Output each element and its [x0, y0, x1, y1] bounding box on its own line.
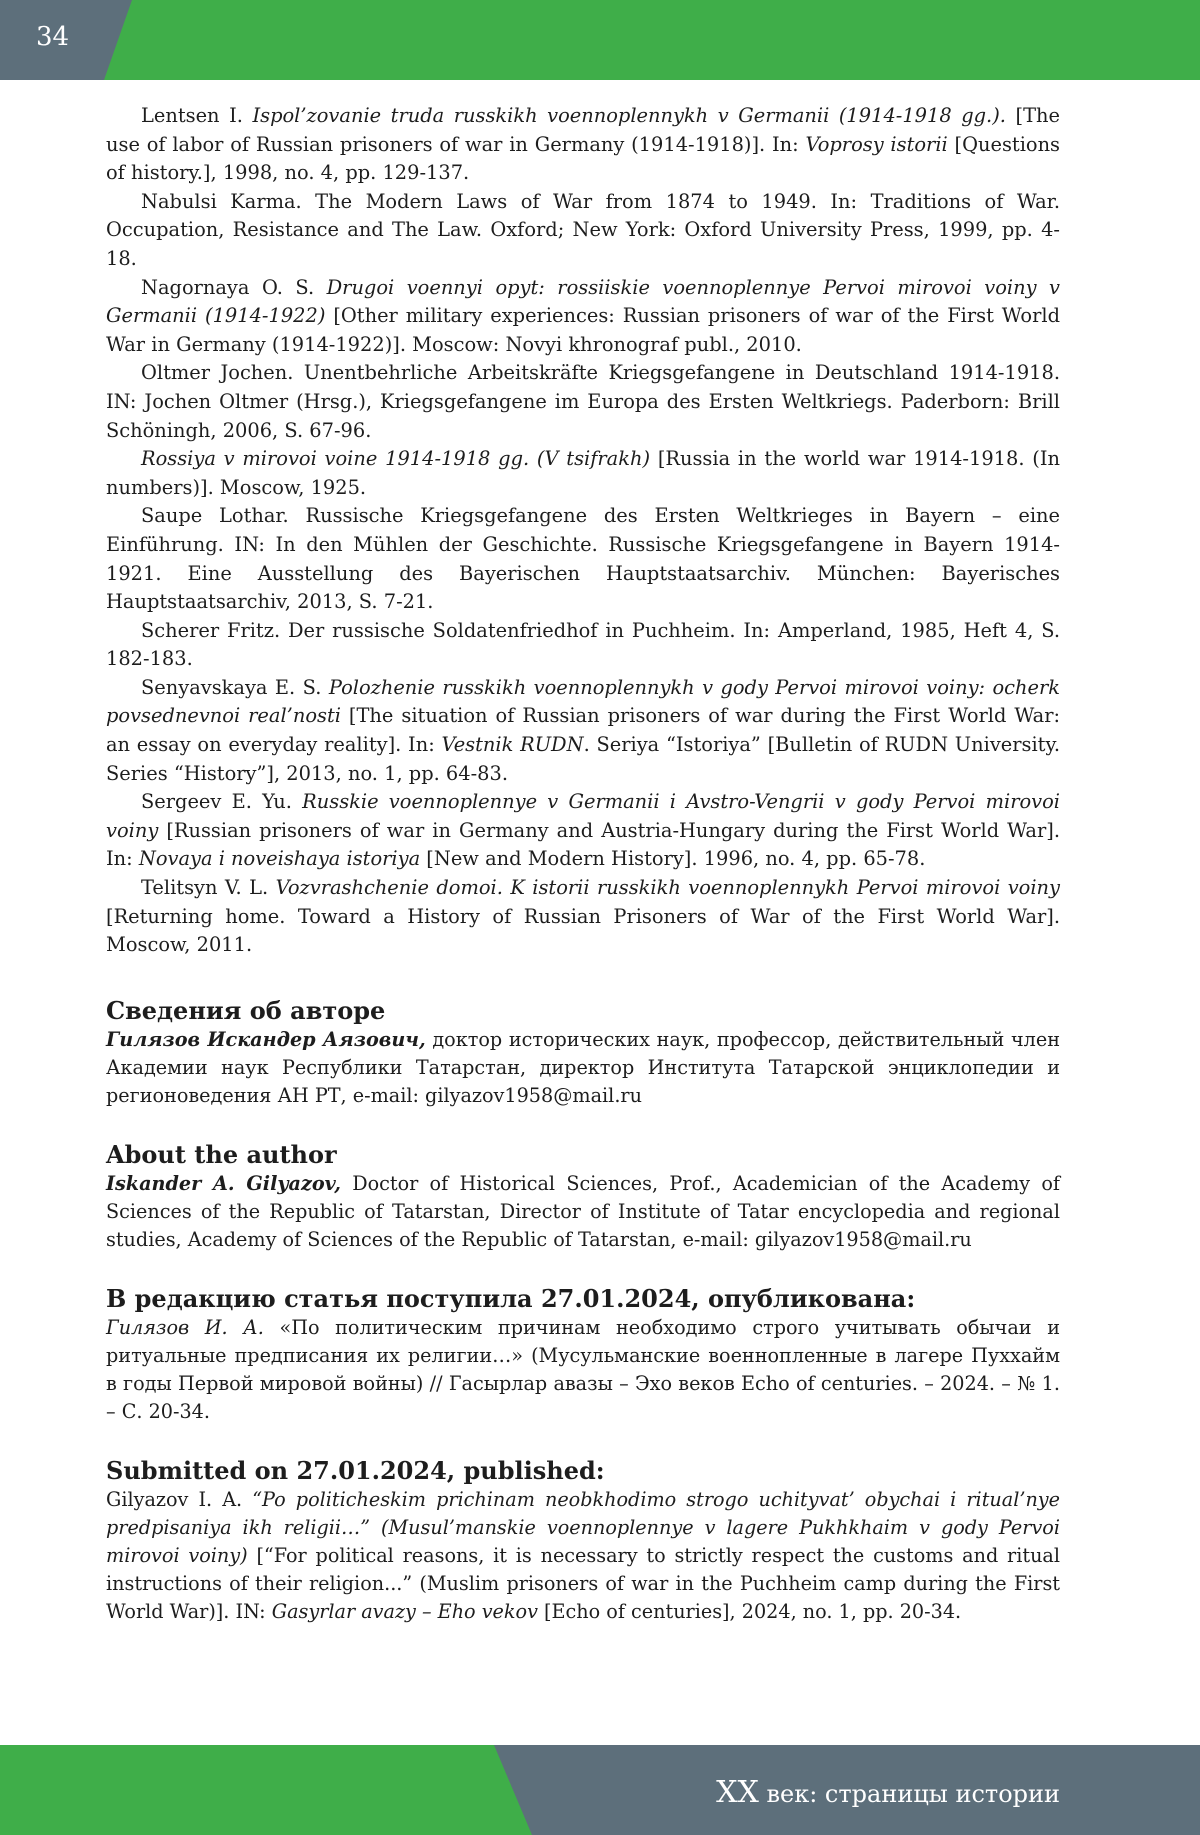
- page-number: 34: [36, 22, 70, 52]
- text-run: [Russia in the world war 1914-1918. (In numbers)]. Moscow, 1925.: [106, 447, 1060, 499]
- reference-entry: [106, 617, 1060, 674]
- header-band-graphic: [0, 0, 1200, 80]
- author-details-ru: доктор исторических наук, профессор, действительный член Академии наук Республики Татарстан, директор Института Татарской энциклопедии и регионоведения АН РТ, e-mail: gilyazov1958@mail.ru: [106, 1027, 1060, 1107]
- italic-run: Ispol’zovanie truda russkikh voennoplennykh v Germanii (1914-1918 gg.).: [252, 104, 1006, 127]
- publication-heading-en: Submitted on 27.01.2024, published:: [106, 1455, 605, 1485]
- text-run: Senyavskaya E. S.: [141, 675, 329, 699]
- page-content: [106, 102, 1060, 1626]
- author-details-en: Doctor of Historical Sciences, Prof., Academician of the Academy of Sciences of the Republic of Tatarstan, Director of Institute of Tatar encyclopedia and regional studies, Academy of Sciences of the Republic of Tatarstan, e-mail: gilyazov1958@mail.ru: [106, 1171, 1061, 1251]
- text-run: [The situation of Russian prisoners of war during the First World War: an essay on everyday reality]. In:: [106, 704, 1060, 757]
- text-run: [Russian prisoners of war in Germany and Austria-Hungary during the First World War]. In:: [106, 818, 1060, 871]
- publication-citation-ru: [106, 1314, 1060, 1426]
- publication-en: [106, 1456, 1060, 1626]
- text-run: Telitsyn V. L.: [141, 876, 276, 900]
- reference-entry: [106, 788, 1060, 874]
- text-run: [“For political reasons, it is necessary to strictly respect the customs and ritual instructions of their religion...” (Muslim prisoners of war in the Puchheim camp during the First World War)]. IN:: [106, 1543, 1061, 1623]
- reference-entry: [106, 874, 1060, 960]
- italic-run: Vozvrashchenie domoi. K istorii russkikh voennoplennykh Pervoi mirovoi voiny: [275, 876, 1060, 900]
- italic-run: Russkie voennoplennye v Germanii i Avstro-Vengrii v gody Pervoi mirovoi voiny: [106, 790, 1060, 842]
- publication-citation-en: [106, 1486, 1060, 1626]
- italic-run: Rossiya v mirovoi voine 1914-1918 gg. (V tsifrakh): [141, 447, 651, 471]
- text-run: . Seriya “Istoriya” [Bulletin of RUDN University. Series “History”], 2013, no. 1, pp. 64-83.: [106, 733, 1060, 785]
- reference-entry: [106, 274, 1060, 360]
- publication-ru: [106, 1284, 1060, 1426]
- header-band: [0, 0, 1200, 80]
- italic-run: Polozhenie russkikh voennoplennykh v gody Pervoi mirovoi voiny: ocherk povsednevnoi real’nosti: [106, 675, 1060, 728]
- text-run: [The use of labor of Russian prisoners of war in Germany (1914-1918)]. In:: [106, 104, 1060, 156]
- italic-run: Гилязов И. А.: [106, 1315, 264, 1339]
- italic-run: Drugoi voennyi opyt: rossiiskie voennoplennye Pervoi mirovoi voiny v Germanii (1914-1922): [106, 275, 1060, 328]
- italic-run: Novaya i noveishaya istoriya: [138, 847, 421, 871]
- journal-title-prefix: XX: [716, 1775, 759, 1810]
- author-heading-en: About the author: [106, 1139, 337, 1169]
- text-run: Nagornaya O. S.: [141, 275, 327, 299]
- reference-entry: [106, 445, 1060, 502]
- author-info-ru: [106, 996, 1060, 1110]
- text-run: [Echo of centuries], 2024, no. 1, pp. 20-34.: [537, 1599, 962, 1623]
- text-run: [Other military experiences: Russian prisoners of war of the First World War in Germany (1914-1922)]. Moscow: Novyi khronograf publ., 2010.: [106, 304, 1060, 356]
- text-run: Nabulsi Karma. The Modern Laws of War from 1874 to 1949. In: Traditions of War. Occupation, Resistance and The Law. Oxford; New York: Oxford University Press, 1999, pp. 4-18.: [106, 189, 1060, 270]
- reference-entry: [106, 188, 1060, 274]
- reference-entry: [106, 502, 1060, 616]
- text-run: Sergeev E. Yu.: [141, 790, 303, 814]
- italic-run: Voprosy istorii: [805, 132, 948, 156]
- publication-heading-ru: В редакцию статья поступила 27.01.2024, опубликована:: [106, 1283, 916, 1313]
- author-text-ru: [106, 1026, 1060, 1110]
- reference-entry: [106, 674, 1060, 788]
- author-name-ru: Гилязов Искандер Аязович,: [106, 1027, 426, 1051]
- text-run: Oltmer Jochen. Unentbehrliche Arbeitskräfte Kriegsgefangene in Deutschland 1914-1918. IN: Jochen Oltmer (Hrsg.), Kriegsgefangene im Europa des Ersten Weltkriegs. Paderborn: Brill Schöningh, 2006, S. 67-96.: [106, 361, 1060, 442]
- author-name-en: Iskander A. Gilyazov,: [106, 1171, 341, 1195]
- text-run: Lentsen I.: [141, 104, 253, 127]
- author-heading-ru: Сведения об авторе: [106, 995, 386, 1025]
- italic-run: Vestnik RUDN: [441, 733, 584, 757]
- italic-run: Gasyrlar avazy – Eho vekov: [271, 1599, 538, 1623]
- text-run: [Returning home. Toward a History of Russian Prisoners of War of the First World War]. Moscow, 2011.: [106, 904, 1060, 957]
- text-run: [Questions of history.], 1998, no. 4, pp. 129-137.: [106, 132, 1061, 185]
- reference-entry: [106, 359, 1060, 445]
- reference-list: [106, 102, 1060, 960]
- text-run: «По политическим причинам необходимо строго учитывать обычаи и ритуальные предписания их религии…» (Мусульманские военнопленные в лагере Пуххайм в годы Первой мировой войны) // Гасырлар авазы – Эхо веков Echo of centuries. – 2024. – № 1. – С. 20-34.: [106, 1315, 1060, 1423]
- text-run: Scherer Fritz. Der russische Soldatenfriedhof in Puchheim. In: Amperland, 1985, Heft 4, S. 182-183.: [106, 618, 1060, 671]
- journal-title: [716, 1775, 1060, 1810]
- author-info-en: [106, 1140, 1060, 1254]
- text-run: Saupe Lothar. Russische Kriegsgefangene des Ersten Weltkrieges in Bayern – eine Einführung. IN: In den Mühlen der Geschichte. Russische Kriegsgefangene in Bayern 1914-1921. Eine Ausstellung des Bayerischen Hauptstaatsarchiv. München: Bayerisches Hauptstaatsarchiv, 2013, S. 7-21.: [106, 504, 1060, 614]
- journal-title-rest: век: страницы истории: [758, 1780, 1060, 1808]
- text-run: [New and Modern History]. 1996, no. 4, pp. 65-78.: [420, 847, 926, 871]
- reference-entry: [106, 102, 1060, 188]
- italic-run: “Po politicheskim prichinam neobkhodimo strogo uchityvat’ obychai i ritual’nye predpisaniya ikh religii…” (Musul’manskie voennoplennye v lagere Pukhkhaim v gody Pervoi mirovoi voiny): [106, 1487, 1060, 1567]
- author-text-en: [106, 1170, 1060, 1254]
- text-run: Gilyazov I. A.: [106, 1487, 253, 1511]
